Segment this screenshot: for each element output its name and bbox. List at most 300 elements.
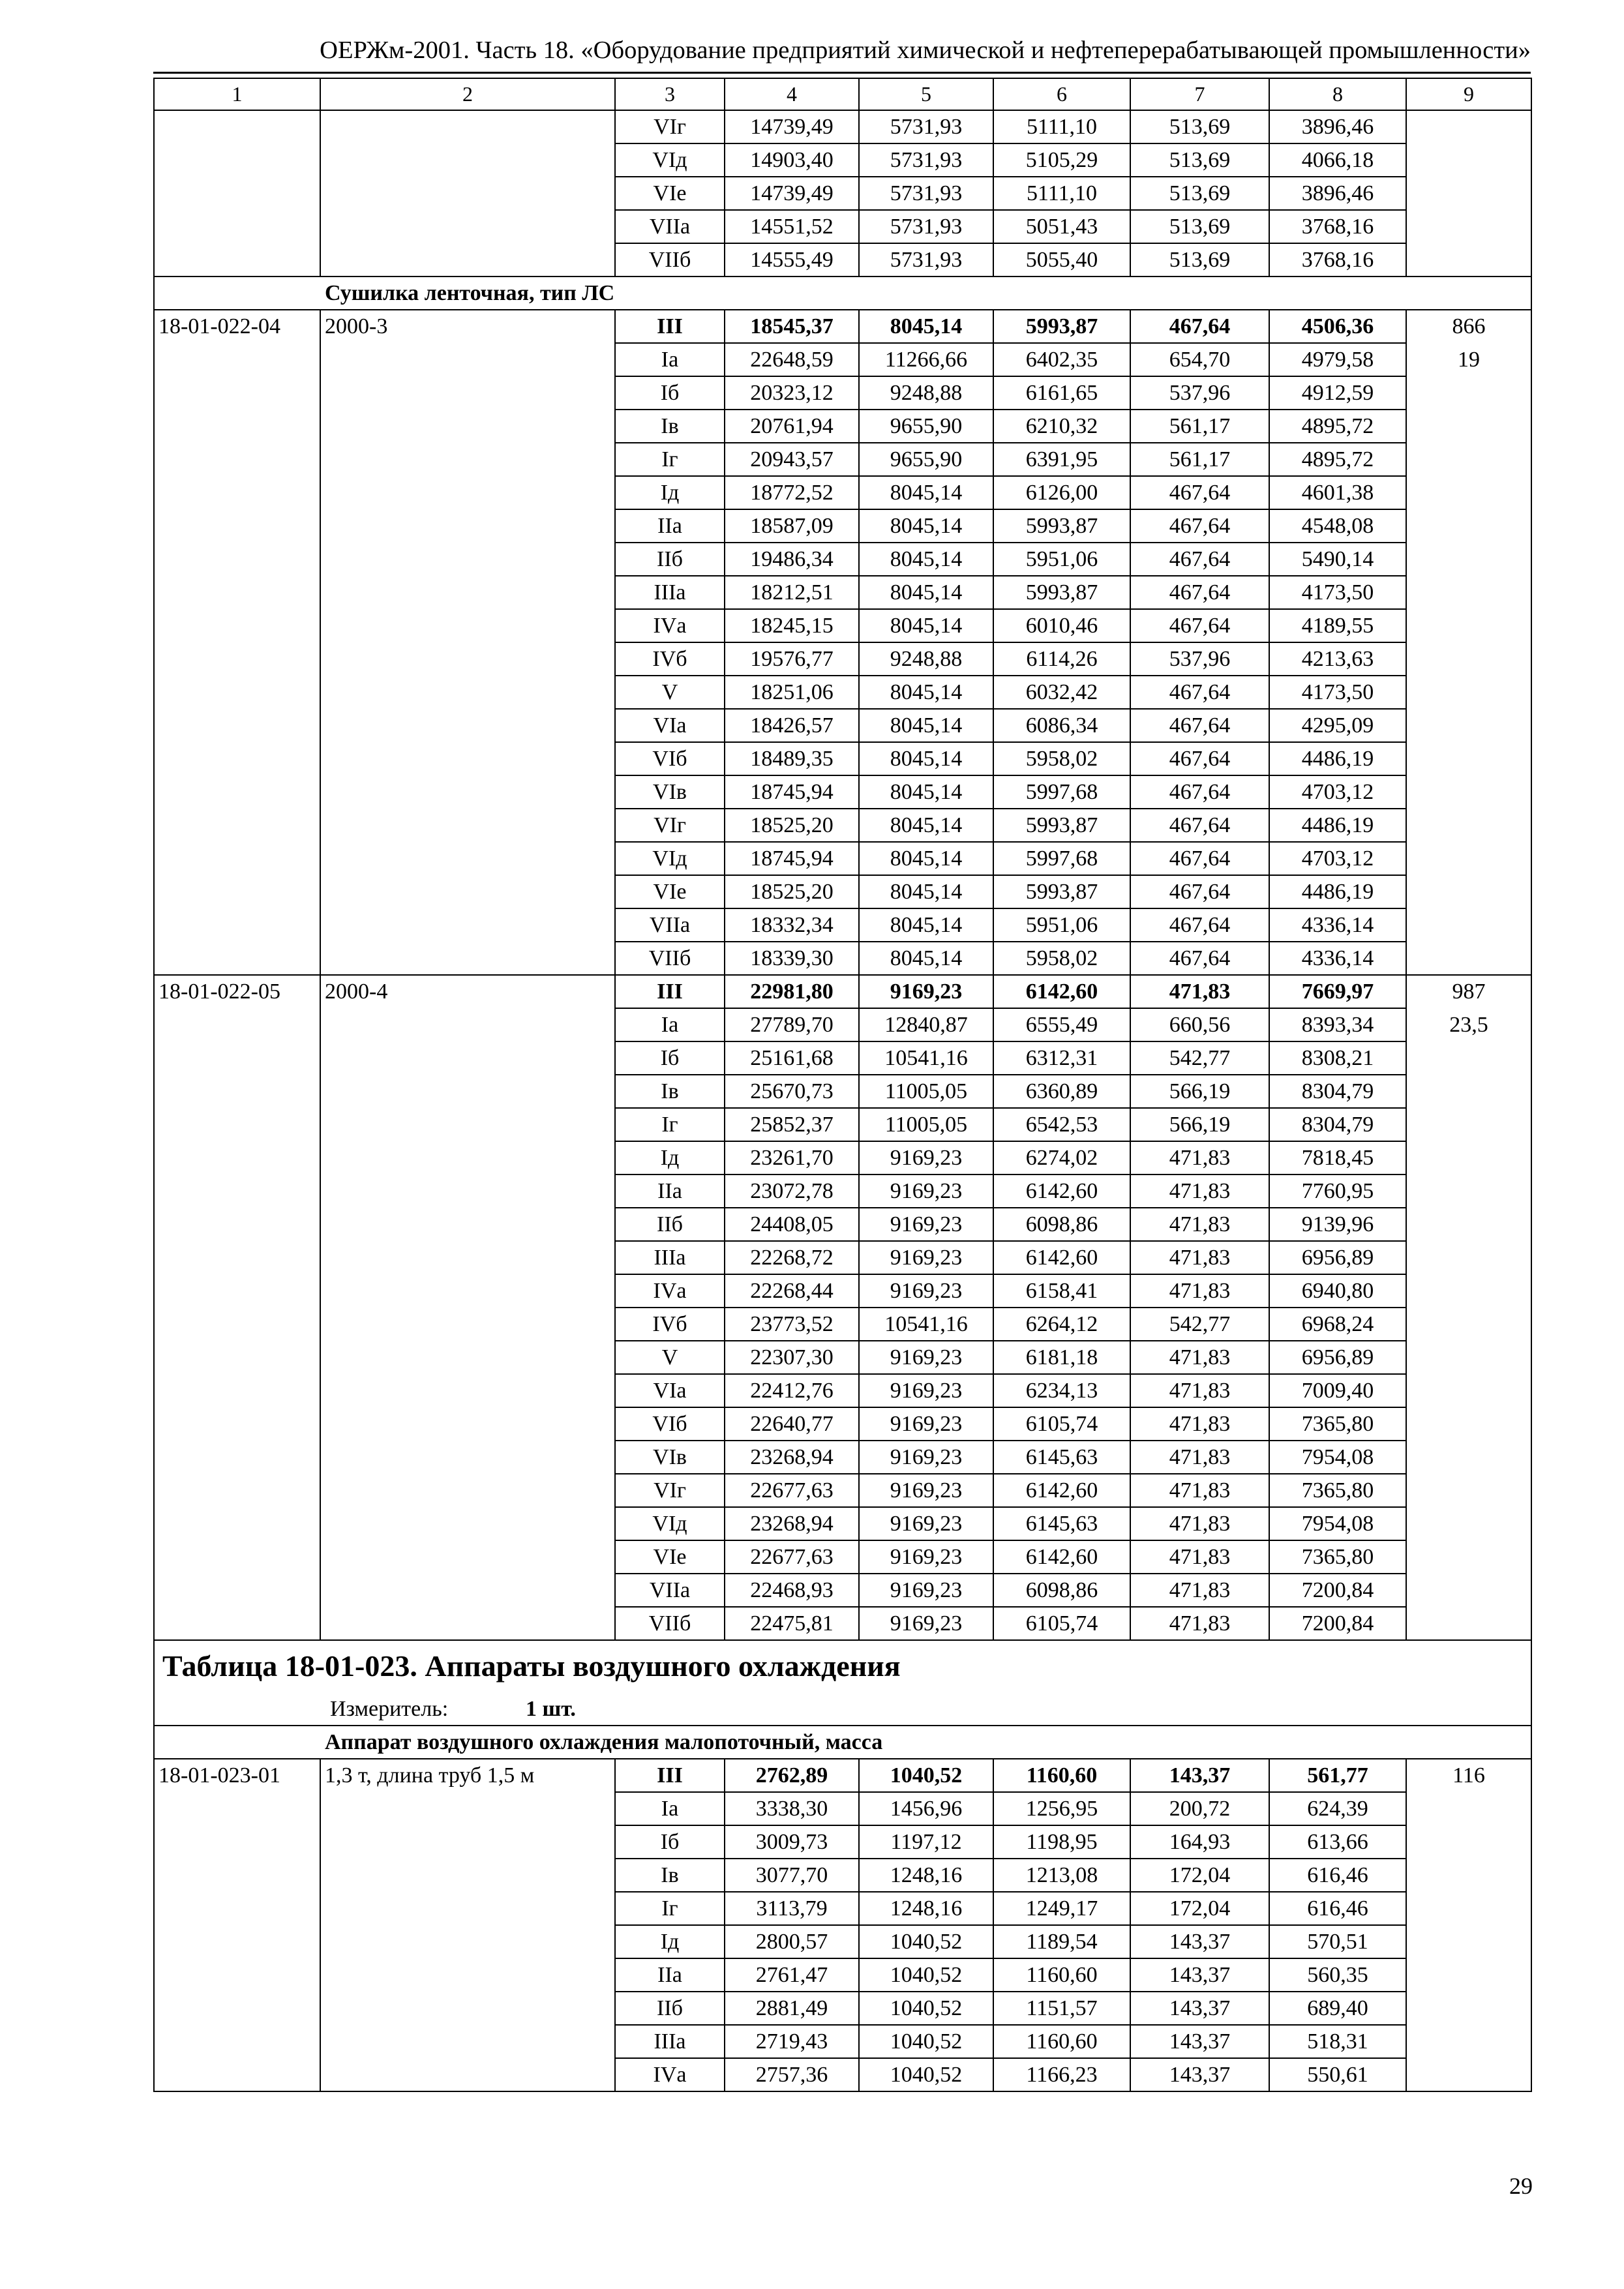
rate-description-cell	[320, 143, 615, 177]
table-row	[154, 609, 1531, 642]
col9-cell	[1406, 543, 1531, 576]
rate-code-cell	[154, 809, 320, 842]
value-cell: 18745,94	[725, 842, 859, 875]
zone-cell: VIв	[615, 1441, 725, 1474]
zone-cell: III	[615, 975, 725, 1008]
value-cell: 6086,34	[993, 709, 1130, 742]
zone-cell: IVа	[615, 2058, 725, 2091]
rate-code-cell	[154, 1507, 320, 1540]
rate-description-cell	[320, 343, 615, 376]
value-cell: 8304,79	[1269, 1075, 1406, 1108]
value-cell: 25161,68	[725, 1041, 859, 1075]
rate-description-cell	[320, 875, 615, 908]
col9-cell	[1406, 2025, 1531, 2058]
column-number: 3	[615, 78, 725, 110]
zone-cell: Iа	[615, 1792, 725, 1825]
col9-cell	[1406, 742, 1531, 775]
value-cell: 18545,37	[725, 310, 859, 343]
col9-cell	[1406, 1374, 1531, 1407]
rate-code-cell	[154, 376, 320, 410]
value-cell: 6181,18	[993, 1341, 1130, 1374]
value-cell: 3896,46	[1269, 177, 1406, 210]
value-cell: 1151,57	[993, 1992, 1130, 2025]
value-cell: 5993,87	[993, 875, 1130, 908]
value-cell: 513,69	[1130, 243, 1269, 277]
col9-cell: 987	[1406, 975, 1531, 1008]
value-cell: 22677,63	[725, 1540, 859, 1574]
rate-code-cell: 18-01-023-01	[154, 1759, 320, 1792]
value-cell: 9169,23	[859, 1507, 993, 1540]
col9-cell: 23,5	[1406, 1008, 1531, 1041]
value-cell: 5997,68	[993, 775, 1130, 809]
page-header: ОЕРЖм-2001. Часть 18. «Оборудование предприятий химической и нефтеперерабатывающей промышленности»	[320, 37, 1531, 64]
value-cell: 660,56	[1130, 1008, 1269, 1041]
value-cell: 24408,05	[725, 1208, 859, 1241]
value-cell: 4506,36	[1269, 310, 1406, 343]
table-row	[154, 942, 1531, 975]
unit-value: 1 шт.	[526, 1697, 576, 1721]
col9-cell	[1406, 1825, 1531, 1859]
value-cell: 9169,23	[859, 1341, 993, 1374]
rate-code-cell	[154, 509, 320, 543]
col9-cell	[1406, 709, 1531, 742]
value-cell: 6105,74	[993, 1407, 1130, 1441]
table-row	[154, 1341, 1531, 1374]
table-row	[154, 1441, 1531, 1474]
zone-cell: IVб	[615, 1308, 725, 1341]
value-cell: 9169,23	[859, 1407, 993, 1441]
value-cell: 7365,80	[1269, 1540, 1406, 1574]
value-cell: 9248,88	[859, 376, 993, 410]
col9-cell	[1406, 676, 1531, 709]
value-cell: 8045,14	[859, 676, 993, 709]
value-cell: 4703,12	[1269, 842, 1406, 875]
rate-description-cell	[320, 1041, 615, 1075]
col9-cell	[1406, 509, 1531, 543]
col9-cell	[1406, 2058, 1531, 2091]
rate-code-cell	[154, 1925, 320, 1958]
value-cell: 654,70	[1130, 343, 1269, 376]
header-rule	[153, 72, 1531, 74]
rate-code-cell	[154, 2025, 320, 2058]
value-cell: 6114,26	[993, 642, 1130, 676]
value-cell: 513,69	[1130, 110, 1269, 143]
col9-cell	[1406, 1574, 1531, 1607]
value-cell: 11005,05	[859, 1108, 993, 1141]
value-cell: 518,31	[1269, 2025, 1406, 2058]
value-cell: 9169,23	[859, 1141, 993, 1174]
table-row	[154, 210, 1531, 243]
value-cell: 560,35	[1269, 1958, 1406, 1992]
value-cell: 570,51	[1269, 1925, 1406, 1958]
value-cell: 6161,65	[993, 376, 1130, 410]
zone-cell: IIб	[615, 1992, 725, 2025]
value-cell: 4189,55	[1269, 609, 1406, 642]
value-cell: 537,96	[1130, 376, 1269, 410]
value-cell: 471,83	[1130, 1141, 1269, 1174]
value-cell: 6264,12	[993, 1308, 1130, 1341]
value-cell: 25852,37	[725, 1108, 859, 1141]
rate-code-cell	[154, 1792, 320, 1825]
value-cell: 4895,72	[1269, 410, 1406, 443]
value-cell: 4703,12	[1269, 775, 1406, 809]
page-number: 29	[1509, 2173, 1533, 2199]
value-cell: 9169,23	[859, 1241, 993, 1274]
value-cell: 2800,57	[725, 1925, 859, 1958]
table-row	[154, 310, 1531, 343]
zone-cell: IIа	[615, 1958, 725, 1992]
section-title: Аппарат воздушного охлаждения малопоточный, масса	[320, 1726, 1531, 1759]
table-title: Таблица 18-01-023. Аппараты воздушного охлаждения	[154, 1640, 1531, 1692]
column-number: 8	[1269, 78, 1406, 110]
zone-cell: IIIа	[615, 1241, 725, 1274]
rate-code-cell	[154, 1441, 320, 1474]
rate-code-cell	[154, 1241, 320, 1274]
value-cell: 467,64	[1130, 509, 1269, 543]
zone-cell: VIе	[615, 177, 725, 210]
rate-code-cell	[154, 1075, 320, 1108]
rate-code-cell	[154, 875, 320, 908]
col9-cell: 866	[1406, 310, 1531, 343]
value-cell: 9169,23	[859, 1574, 993, 1607]
value-cell: 7760,95	[1269, 1174, 1406, 1208]
value-cell: 467,64	[1130, 908, 1269, 942]
unit-label: Измеритель:	[330, 1697, 449, 1721]
value-cell: 467,64	[1130, 609, 1269, 642]
rate-code-cell	[154, 1108, 320, 1141]
value-cell: 1040,52	[859, 2058, 993, 2091]
value-cell: 561,17	[1130, 443, 1269, 476]
rate-description-cell	[320, 709, 615, 742]
zone-cell: IIа	[615, 509, 725, 543]
table-row	[154, 543, 1531, 576]
rate-code-cell	[154, 576, 320, 609]
table-row	[154, 376, 1531, 410]
rate-code-cell	[154, 1374, 320, 1407]
rate-code-cell: 18-01-022-04	[154, 310, 320, 343]
table-row	[154, 1859, 1531, 1892]
value-cell: 513,69	[1130, 210, 1269, 243]
value-cell: 5993,87	[993, 310, 1130, 343]
rate-description-cell	[320, 1374, 615, 1407]
value-cell: 8045,14	[859, 809, 993, 842]
table-row	[154, 1108, 1531, 1141]
rate-code-cell	[154, 443, 320, 476]
col9-cell	[1406, 1274, 1531, 1308]
rate-description-cell	[320, 1958, 615, 1992]
table-row	[154, 1241, 1531, 1274]
col9-cell	[1406, 1507, 1531, 1540]
value-cell: 20761,94	[725, 410, 859, 443]
value-cell: 8045,14	[859, 775, 993, 809]
table-row	[154, 809, 1531, 842]
value-cell: 6940,80	[1269, 1274, 1406, 1308]
rate-code-cell	[154, 1041, 320, 1075]
value-cell: 9169,23	[859, 1208, 993, 1241]
col9-cell	[1406, 1241, 1531, 1274]
value-cell: 471,83	[1130, 1407, 1269, 1441]
rate-code-cell	[154, 942, 320, 975]
col9-cell	[1406, 1792, 1531, 1825]
table-row	[154, 576, 1531, 609]
rate-code-cell	[154, 1341, 320, 1374]
table-row	[154, 908, 1531, 942]
zone-cell: Iа	[615, 343, 725, 376]
zone-cell: III	[615, 310, 725, 343]
value-cell: 1213,08	[993, 1859, 1130, 1892]
rate-description-cell	[320, 576, 615, 609]
value-cell: 23261,70	[725, 1141, 859, 1174]
rate-code-cell	[154, 1174, 320, 1208]
value-cell: 4066,18	[1269, 143, 1406, 177]
value-cell: 7669,97	[1269, 975, 1406, 1008]
value-cell: 143,37	[1130, 2025, 1269, 2058]
table-row	[154, 1792, 1531, 1825]
value-cell: 1040,52	[859, 1958, 993, 1992]
value-cell: 8045,14	[859, 609, 993, 642]
zone-cell: IIIа	[615, 2025, 725, 2058]
value-cell: 537,96	[1130, 642, 1269, 676]
column-number: 6	[993, 78, 1130, 110]
value-cell: 7009,40	[1269, 1374, 1406, 1407]
rate-description-cell: 2000-3	[320, 310, 615, 343]
value-cell: 1198,95	[993, 1825, 1130, 1859]
rate-code-cell	[154, 1892, 320, 1925]
value-cell: 1040,52	[859, 2025, 993, 2058]
zone-cell: Iв	[615, 1075, 725, 1108]
table-row	[154, 1759, 1531, 1792]
table-row	[154, 1141, 1531, 1174]
zone-cell: VIIб	[615, 243, 725, 277]
value-cell: 6145,63	[993, 1441, 1130, 1474]
table-row	[154, 509, 1531, 543]
rate-description-cell	[320, 476, 615, 509]
col9-cell	[1406, 842, 1531, 875]
value-cell: 18587,09	[725, 509, 859, 543]
table-row	[154, 1607, 1531, 1640]
zone-cell: VIб	[615, 742, 725, 775]
value-cell: 8045,14	[859, 576, 993, 609]
column-number: 5	[859, 78, 993, 110]
value-cell: 20943,57	[725, 443, 859, 476]
zone-cell: IIа	[615, 1174, 725, 1208]
value-cell: 18426,57	[725, 709, 859, 742]
zone-cell: Iв	[615, 410, 725, 443]
rate-description-cell	[320, 376, 615, 410]
value-cell: 3113,79	[725, 1892, 859, 1925]
col9-cell	[1406, 1075, 1531, 1108]
rate-description-cell	[320, 177, 615, 210]
value-cell: 6158,41	[993, 1274, 1130, 1308]
col9-cell	[1406, 942, 1531, 975]
value-cell: 18525,20	[725, 809, 859, 842]
table-row	[154, 1574, 1531, 1607]
value-cell: 11005,05	[859, 1075, 993, 1108]
rate-description-cell	[320, 1507, 615, 1540]
value-cell: 5111,10	[993, 110, 1130, 143]
value-cell: 471,83	[1130, 1574, 1269, 1607]
col9-cell	[1406, 143, 1531, 177]
value-cell: 566,19	[1130, 1108, 1269, 1141]
rate-code-cell	[154, 676, 320, 709]
value-cell: 5993,87	[993, 576, 1130, 609]
value-cell: 4173,50	[1269, 676, 1406, 709]
rate-code-cell	[154, 410, 320, 443]
value-cell: 22475,81	[725, 1607, 859, 1640]
value-cell: 1248,16	[859, 1859, 993, 1892]
rate-description-cell	[320, 543, 615, 576]
rate-description-cell	[320, 775, 615, 809]
rate-description-cell	[320, 1540, 615, 1574]
table-row	[154, 2025, 1531, 2058]
col9-cell	[1406, 110, 1531, 143]
value-cell: 5731,93	[859, 177, 993, 210]
value-cell: 2761,47	[725, 1958, 859, 1992]
table-row	[154, 742, 1531, 775]
value-cell: 1256,95	[993, 1792, 1130, 1825]
col9-cell	[1406, 1992, 1531, 2025]
value-cell: 6234,13	[993, 1374, 1130, 1407]
value-cell: 3896,46	[1269, 110, 1406, 143]
value-cell: 5993,87	[993, 809, 1130, 842]
value-cell: 566,19	[1130, 1075, 1269, 1108]
table-row	[154, 1958, 1531, 1992]
value-cell: 471,83	[1130, 1441, 1269, 1474]
value-cell: 6956,89	[1269, 1241, 1406, 1274]
rate-description-cell	[320, 1607, 615, 1640]
value-cell: 23773,52	[725, 1308, 859, 1341]
zone-cell: VIа	[615, 709, 725, 742]
value-cell: 12840,87	[859, 1008, 993, 1041]
value-cell: 18339,30	[725, 942, 859, 975]
rate-code-cell	[154, 1407, 320, 1441]
value-cell: 9169,23	[859, 1540, 993, 1574]
value-cell: 7200,84	[1269, 1574, 1406, 1607]
value-cell: 5993,87	[993, 509, 1130, 543]
table-row	[154, 1274, 1531, 1308]
value-cell: 18489,35	[725, 742, 859, 775]
table-row	[154, 709, 1531, 742]
rate-description-cell	[320, 1441, 615, 1474]
value-cell: 471,83	[1130, 1341, 1269, 1374]
value-cell: 18332,34	[725, 908, 859, 942]
unit-cell	[154, 1692, 1531, 1726]
rate-code-cell	[154, 1474, 320, 1507]
col9-cell	[1406, 1441, 1531, 1474]
value-cell: 6142,60	[993, 1540, 1130, 1574]
value-cell: 18525,20	[725, 875, 859, 908]
value-cell: 27789,70	[725, 1008, 859, 1041]
table-row	[154, 1825, 1531, 1859]
rate-code-cell	[154, 742, 320, 775]
rate-code-cell	[154, 1958, 320, 1992]
value-cell: 5731,93	[859, 143, 993, 177]
section-row	[154, 1726, 1531, 1759]
value-cell: 1249,17	[993, 1892, 1130, 1925]
value-cell: 4601,38	[1269, 476, 1406, 509]
value-cell: 467,64	[1130, 576, 1269, 609]
value-cell: 8045,14	[859, 310, 993, 343]
value-cell: 2719,43	[725, 2025, 859, 2058]
value-cell: 5731,93	[859, 110, 993, 143]
rate-code-cell	[154, 1274, 320, 1308]
table-row	[154, 1075, 1531, 1108]
value-cell: 5997,68	[993, 842, 1130, 875]
rate-code-cell	[154, 110, 320, 143]
rate-description-cell	[320, 1075, 615, 1108]
col9-cell	[1406, 210, 1531, 243]
value-cell: 4486,19	[1269, 875, 1406, 908]
rate-description-cell	[320, 1992, 615, 2025]
value-cell: 8045,14	[859, 842, 993, 875]
value-cell: 143,37	[1130, 1958, 1269, 1992]
value-cell: 5951,06	[993, 543, 1130, 576]
value-cell: 467,64	[1130, 476, 1269, 509]
value-cell: 1160,60	[993, 2025, 1130, 2058]
rate-description-cell	[320, 2058, 615, 2091]
zone-cell: VIIб	[615, 1607, 725, 1640]
col9-cell	[1406, 1041, 1531, 1075]
zone-cell: Iб	[615, 376, 725, 410]
value-cell: 7954,08	[1269, 1441, 1406, 1474]
value-cell: 4912,59	[1269, 376, 1406, 410]
value-cell: 467,64	[1130, 676, 1269, 709]
rate-code-cell	[154, 343, 320, 376]
zone-cell: Iб	[615, 1825, 725, 1859]
rate-description-cell	[320, 1008, 615, 1041]
col9-cell: 116	[1406, 1759, 1531, 1792]
value-cell: 8045,14	[859, 742, 993, 775]
value-cell: 19486,34	[725, 543, 859, 576]
value-cell: 6968,24	[1269, 1308, 1406, 1341]
rate-code-cell	[154, 709, 320, 742]
rate-code-cell: 18-01-022-05	[154, 975, 320, 1008]
rate-description-cell	[320, 1174, 615, 1208]
value-cell: 471,83	[1130, 975, 1269, 1008]
col9-cell	[1406, 642, 1531, 676]
value-cell: 6126,00	[993, 476, 1130, 509]
col9-cell	[1406, 243, 1531, 277]
value-cell: 467,64	[1130, 543, 1269, 576]
col9-cell	[1406, 1341, 1531, 1374]
table-row	[154, 775, 1531, 809]
rate-code-cell	[154, 476, 320, 509]
value-cell: 3338,30	[725, 1792, 859, 1825]
table-row	[154, 1308, 1531, 1341]
table-row	[154, 143, 1531, 177]
value-cell: 14903,40	[725, 143, 859, 177]
value-cell: 2757,36	[725, 2058, 859, 2091]
rate-description-cell	[320, 1859, 615, 1892]
zone-cell: VIе	[615, 1540, 725, 1574]
value-cell: 542,77	[1130, 1308, 1269, 1341]
table-row	[154, 875, 1531, 908]
col9-cell	[1406, 1925, 1531, 1958]
col9-cell	[1406, 1474, 1531, 1507]
zone-cell: VIг	[615, 110, 725, 143]
value-cell: 23072,78	[725, 1174, 859, 1208]
zone-cell: IVа	[615, 609, 725, 642]
value-cell: 9655,90	[859, 443, 993, 476]
zone-cell: VIб	[615, 1407, 725, 1441]
value-cell: 143,37	[1130, 1759, 1269, 1792]
value-cell: 467,64	[1130, 742, 1269, 775]
rate-description-cell	[320, 809, 615, 842]
section-title: Сушилка ленточная, тип ЛС	[320, 277, 1531, 310]
value-cell: 6210,32	[993, 410, 1130, 443]
column-number: 7	[1130, 78, 1269, 110]
rate-code-cell	[154, 243, 320, 277]
